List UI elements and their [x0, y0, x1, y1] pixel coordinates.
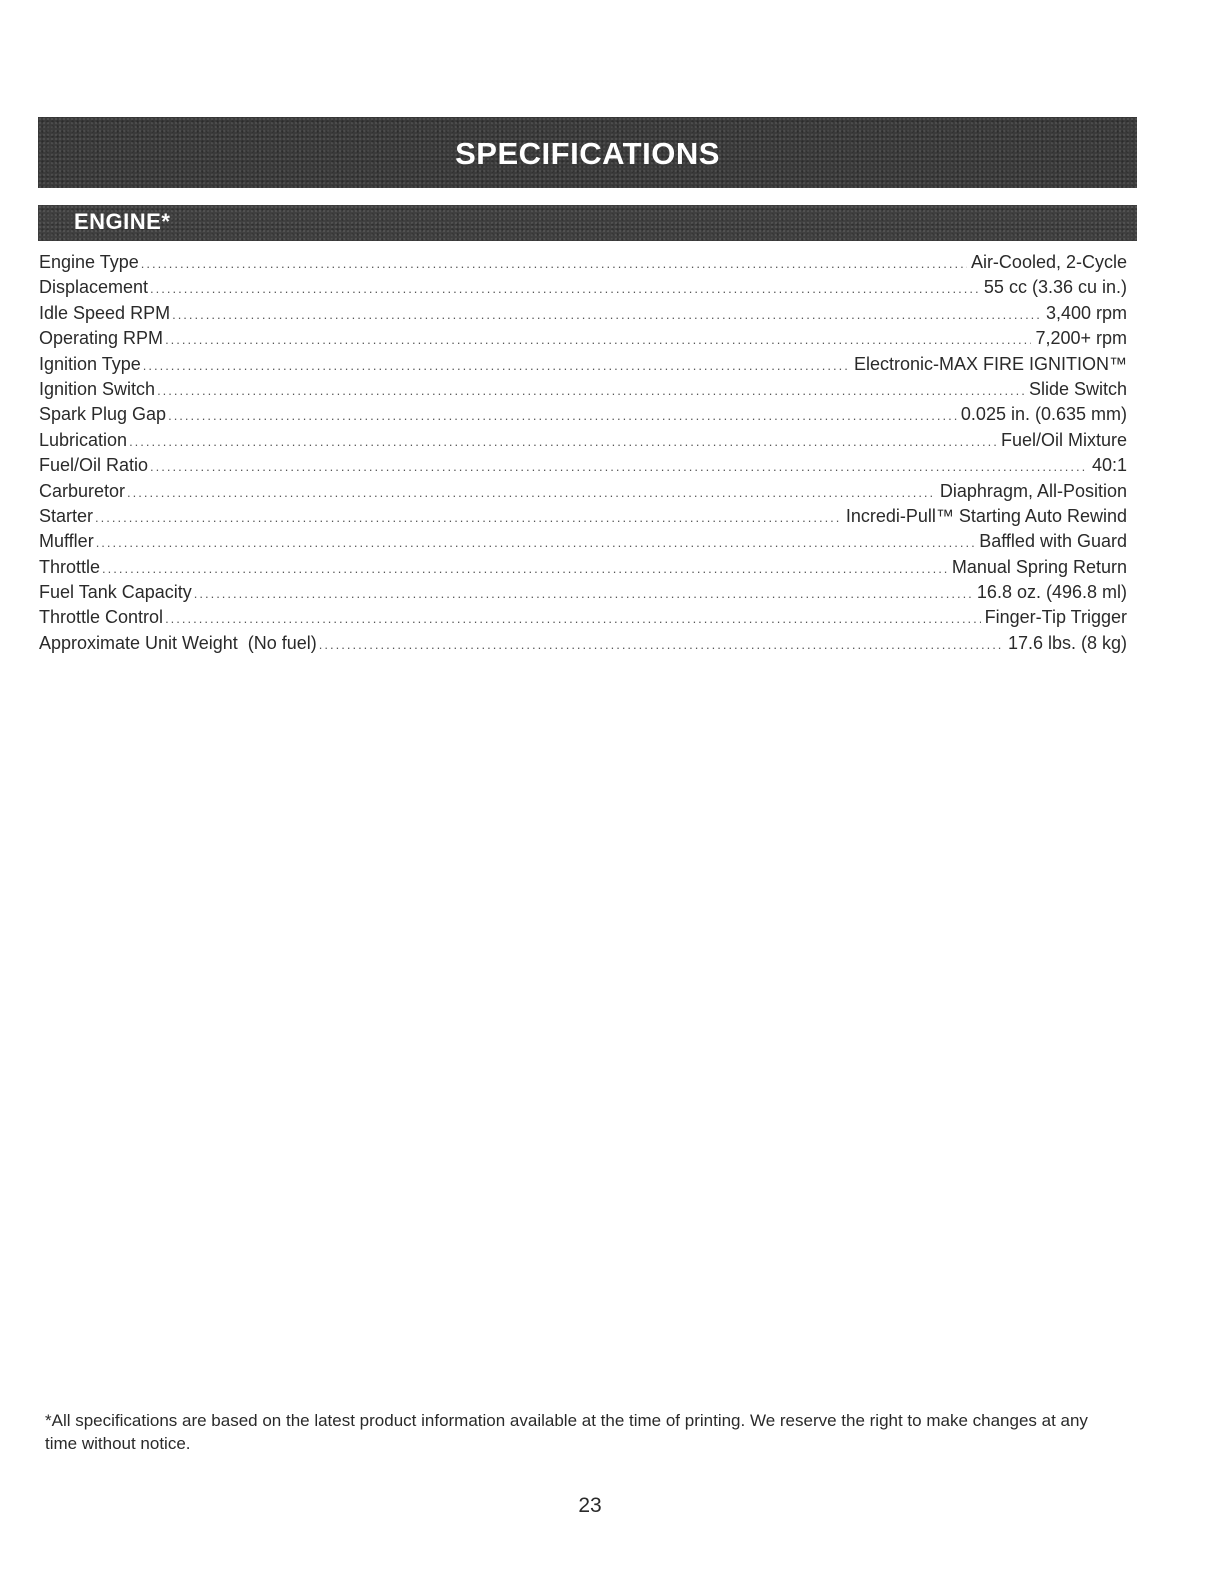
spec-label: Fuel Tank Capacity [39, 582, 192, 603]
specifications-footnote: *All specifications are based on the latest product information available at the time of printing. We reserve the right to make changes at any time without notice. [45, 1411, 1088, 1453]
spec-label: Throttle Control [39, 607, 164, 628]
spec-row-lubrication [39, 428, 1127, 453]
spec-row-engine-type [39, 250, 1127, 275]
spec-value: Fuel/Oil Mixture [1000, 429, 1127, 450]
spec-row-idle-speed [39, 301, 1127, 326]
spec-row-operating-rpm [39, 326, 1127, 351]
dot-leader [102, 559, 948, 579]
spec-row-throttle [39, 555, 1127, 580]
spec-value: Baffled with Guard [979, 531, 1127, 552]
dot-leader [150, 457, 1088, 477]
spec-label: Ignition Switch [39, 378, 156, 399]
dot-leader [165, 609, 981, 629]
dot-leader [127, 483, 936, 503]
page-title: SPECIFICATIONS [455, 135, 720, 171]
spec-label: Starter [39, 505, 94, 526]
dot-leader [168, 406, 957, 426]
spec-label: Ignition Type [39, 353, 141, 374]
spec-label: Lubrication [39, 429, 128, 450]
spec-label: Carburetor [39, 480, 126, 501]
spec-row-displacement [39, 275, 1127, 300]
spec-label: Spark Plug Gap [39, 404, 167, 425]
spec-row-spark-plug-gap [39, 402, 1127, 427]
spec-label: Approximate Unit Weight (No fuel) [39, 632, 317, 653]
dot-leader [319, 635, 1004, 655]
dot-leader [157, 381, 1025, 401]
spec-value: 16.8 oz. (496.8 ml) [976, 582, 1127, 603]
spec-value: 17.6 lbs. (8 kg) [1007, 632, 1127, 653]
spec-label: Muffler [39, 531, 94, 552]
spec-label: Engine Type [39, 252, 139, 272]
dot-leader [143, 356, 850, 376]
spec-value: Slide Switch [1028, 378, 1127, 399]
dot-leader [96, 533, 976, 553]
specifications-header-bar [38, 117, 1137, 188]
spec-label: Operating RPM [39, 328, 164, 349]
spec-value: Manual Spring Return [951, 556, 1127, 577]
page-number: 23 [578, 1494, 602, 1517]
spec-label: Displacement [39, 277, 149, 298]
dot-leader [95, 508, 842, 528]
spec-label: Idle Speed RPM [39, 302, 171, 323]
section-title: ENGINE* [74, 209, 171, 234]
spec-row-ignition-type [39, 352, 1127, 377]
spec-value: 7,200+ rpm [1035, 328, 1127, 349]
spec-value: Diaphragm, All-Position [939, 480, 1127, 501]
spec-row-fuel-oil-ratio [39, 453, 1127, 478]
spec-value: 3,400 rpm [1045, 302, 1127, 323]
spec-value: 40:1 [1091, 455, 1127, 476]
spec-label: Fuel/Oil Ratio [39, 455, 149, 476]
dot-leader [141, 254, 967, 274]
engine-section-bar [38, 205, 1137, 241]
spec-row-muffler [39, 529, 1127, 554]
dot-leader [194, 584, 973, 604]
spec-label: Throttle [39, 556, 101, 577]
dot-leader [172, 305, 1042, 325]
spec-value: Air-Cooled, 2-Cycle [970, 252, 1127, 272]
spec-row-fuel-tank-capacity [39, 580, 1127, 605]
dot-leader [150, 279, 980, 299]
spec-value: Electronic-MAX FIRE IGNITION™ [853, 353, 1127, 374]
spec-row-starter [39, 504, 1127, 529]
spec-value: 0.025 in. (0.635 mm) [960, 404, 1127, 425]
spec-value: Incredi-Pull™ Starting Auto Rewind [845, 505, 1127, 526]
spec-row-throttle-control [39, 605, 1127, 630]
spec-value: 55 cc (3.36 cu in.) [983, 277, 1127, 298]
spec-value: Finger-Tip Trigger [984, 607, 1127, 628]
spec-row-ignition-switch [39, 377, 1127, 402]
dot-leader [129, 432, 997, 452]
dot-leader [165, 330, 1031, 350]
engine-spec-list [39, 250, 1127, 656]
spec-row-unit-weight [39, 631, 1127, 656]
spec-row-carburetor [39, 479, 1127, 504]
